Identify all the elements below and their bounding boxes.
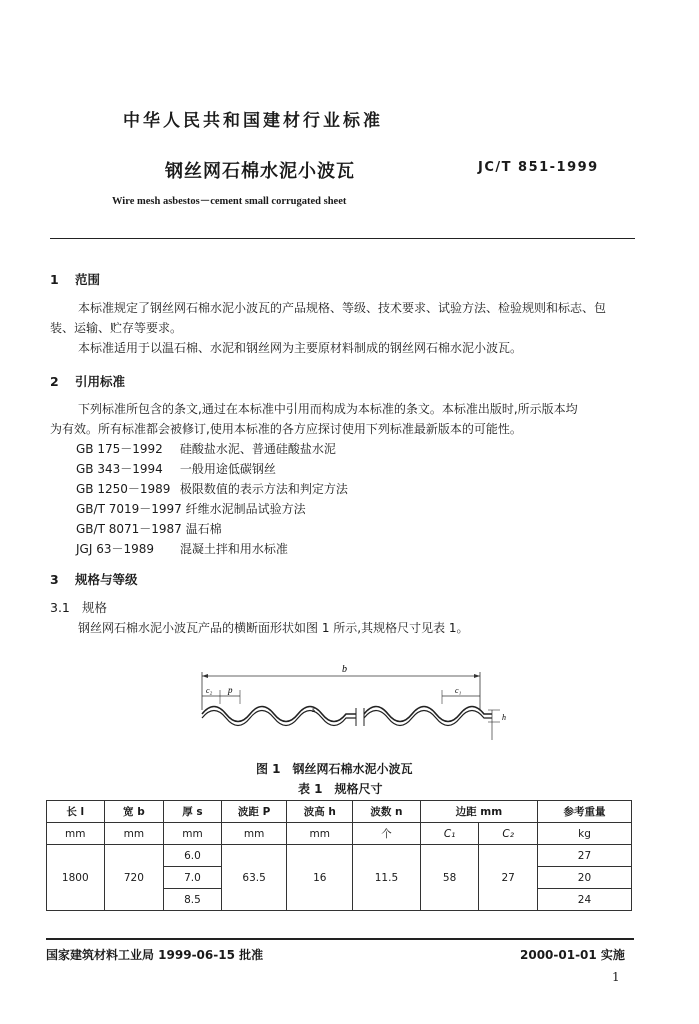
section-1-heading xyxy=(50,270,100,288)
header-thickness: 厚 s xyxy=(164,801,222,823)
section-number: 1 xyxy=(50,272,59,287)
text-line: 下列标准所包含的条文,通过在本标准中引用而构成为本标准的条文。本标准出版时,所示版本均 xyxy=(78,402,578,416)
subsection-title: 规格 xyxy=(82,600,108,615)
header-edge: 边距 mm xyxy=(420,801,537,823)
spec-table xyxy=(46,800,632,911)
section-2-heading xyxy=(50,372,125,390)
header-length: 长 l xyxy=(47,801,105,823)
section-2-paragraph xyxy=(50,399,635,439)
header-c2: C₂ xyxy=(479,823,538,845)
header-count: 波数 n xyxy=(353,801,421,823)
reference-title: 极限数值的表示方法和判定方法 xyxy=(179,482,348,496)
section-number: 2 xyxy=(50,374,59,389)
cell-weight: 24 xyxy=(537,889,631,911)
subsection-number: 3.1 xyxy=(50,600,70,615)
corrugated-sheet-cross-section-figure xyxy=(170,660,520,750)
reference-code: GB 175－1992 xyxy=(76,442,163,456)
section-3-heading xyxy=(50,570,138,588)
table-header-row xyxy=(47,801,632,823)
section-title: 规格与等级 xyxy=(75,572,138,587)
cell-thickness: 7.0 xyxy=(164,867,222,889)
text-line: 本标准适用于以温石棉、水泥和钢丝网为主要原材料制成的钢丝网石棉水泥小波瓦。 xyxy=(78,341,523,355)
section-1-paragraph-2 xyxy=(50,338,635,358)
dimension-b-label: b xyxy=(342,664,347,675)
unit-count: 个 xyxy=(353,823,421,845)
header-height: 波高 h xyxy=(287,801,353,823)
dimension-s-label: s xyxy=(312,705,316,714)
section-title: 引用标准 xyxy=(75,374,126,389)
subsection-3-1-heading xyxy=(50,598,107,616)
cell-pitch: 63.5 xyxy=(221,845,287,911)
document-title-en: Wire mesh asbestos－cement small corrugated sheet xyxy=(112,196,347,207)
unit-width: mm xyxy=(104,823,164,845)
dimension-p-label: p xyxy=(228,685,233,695)
dimension-c1-label: c₁ xyxy=(455,686,462,695)
unit-pitch: mm xyxy=(221,823,287,845)
reference-title: 纤维水泥制品试验方法 xyxy=(185,502,306,516)
unit-thickness: mm xyxy=(164,823,222,845)
reference-title: 硅酸盐水泥、普通硅酸盐水泥 xyxy=(179,442,336,456)
header-pitch: 波距 P xyxy=(221,801,287,823)
footer-divider xyxy=(46,938,634,940)
cell-thickness: 6.0 xyxy=(164,845,222,867)
reference-code: GB/T 7019－1997 xyxy=(76,502,182,516)
reference-code: JGJ 63－1989 xyxy=(76,542,155,556)
figure-caption: 图 1 钢丝网石棉水泥小波瓦 xyxy=(256,762,413,776)
header-divider xyxy=(50,238,635,239)
section-3-paragraph xyxy=(50,618,635,638)
cell-width: 720 xyxy=(104,845,164,911)
document-title-cn: 钢丝网石棉水泥小波瓦 xyxy=(165,161,355,182)
reference-item xyxy=(76,500,306,517)
section-1-paragraph-1 xyxy=(50,298,635,338)
reference-code: GB/T 8071－1987 xyxy=(76,522,182,536)
section-title: 范围 xyxy=(75,272,101,287)
reference-item xyxy=(76,540,288,557)
cell-count: 11.5 xyxy=(353,845,421,911)
cell-weight: 27 xyxy=(537,845,631,867)
cell-c1: 58 xyxy=(420,845,479,911)
unit-length: mm xyxy=(47,823,105,845)
header-weight: 参考重量 xyxy=(537,801,631,823)
header-c1: C₁ xyxy=(420,823,479,845)
text-line: 本标准规定了钢丝网石棉水泥小波瓦的产品规格、等级、技术要求、试验方法、检验规则和标志、包 xyxy=(78,301,607,315)
reference-title: 温石棉 xyxy=(185,522,222,536)
reference-item xyxy=(76,520,222,537)
reference-code: GB 1250－1989 xyxy=(76,482,171,496)
reference-title: 混凝土拌和用水标准 xyxy=(179,542,288,556)
table-row xyxy=(47,845,632,867)
reference-item xyxy=(76,440,336,457)
table-unit-row xyxy=(47,823,632,845)
cell-height: 16 xyxy=(287,845,353,911)
text-line: 装、运输、贮存等要求。 xyxy=(50,321,183,335)
dimension-c2-label: c₂ xyxy=(206,686,213,695)
standard-number: JC/T 851-1999 xyxy=(478,160,599,175)
effective-date: 2000-01-01 实施 xyxy=(520,948,625,962)
header-width: 宽 b xyxy=(104,801,164,823)
cell-weight: 20 xyxy=(537,867,631,889)
approval-statement: 国家建筑材料工业局 1999-06-15 批准 xyxy=(46,948,264,962)
reference-title: 一般用途低碳钢丝 xyxy=(179,462,276,476)
unit-height: mm xyxy=(287,823,353,845)
unit-weight: kg xyxy=(537,823,631,845)
dimension-h-label: h xyxy=(502,713,506,722)
text-line: 为有效。所有标准都会被修订,使用本标准的各方应探讨使用下列标准最新版本的可能性。 xyxy=(50,422,522,436)
section-number: 3 xyxy=(50,572,59,587)
table-caption: 表 1 规格尺寸 xyxy=(298,782,383,796)
reference-code: GB 343－1994 xyxy=(76,462,163,476)
cell-c2: 27 xyxy=(479,845,538,911)
issuing-standard-header: 中华人民共和国建材行业标准 xyxy=(123,111,383,131)
reference-item xyxy=(76,480,348,497)
page-number: 1 xyxy=(612,970,620,984)
reference-item xyxy=(76,460,276,477)
text-line: 钢丝网石棉水泥小波瓦产品的横断面形状如图 1 所示,其规格尺寸见表 1。 xyxy=(78,621,469,635)
cell-length: 1800 xyxy=(47,845,105,911)
cell-thickness: 8.5 xyxy=(164,889,222,911)
